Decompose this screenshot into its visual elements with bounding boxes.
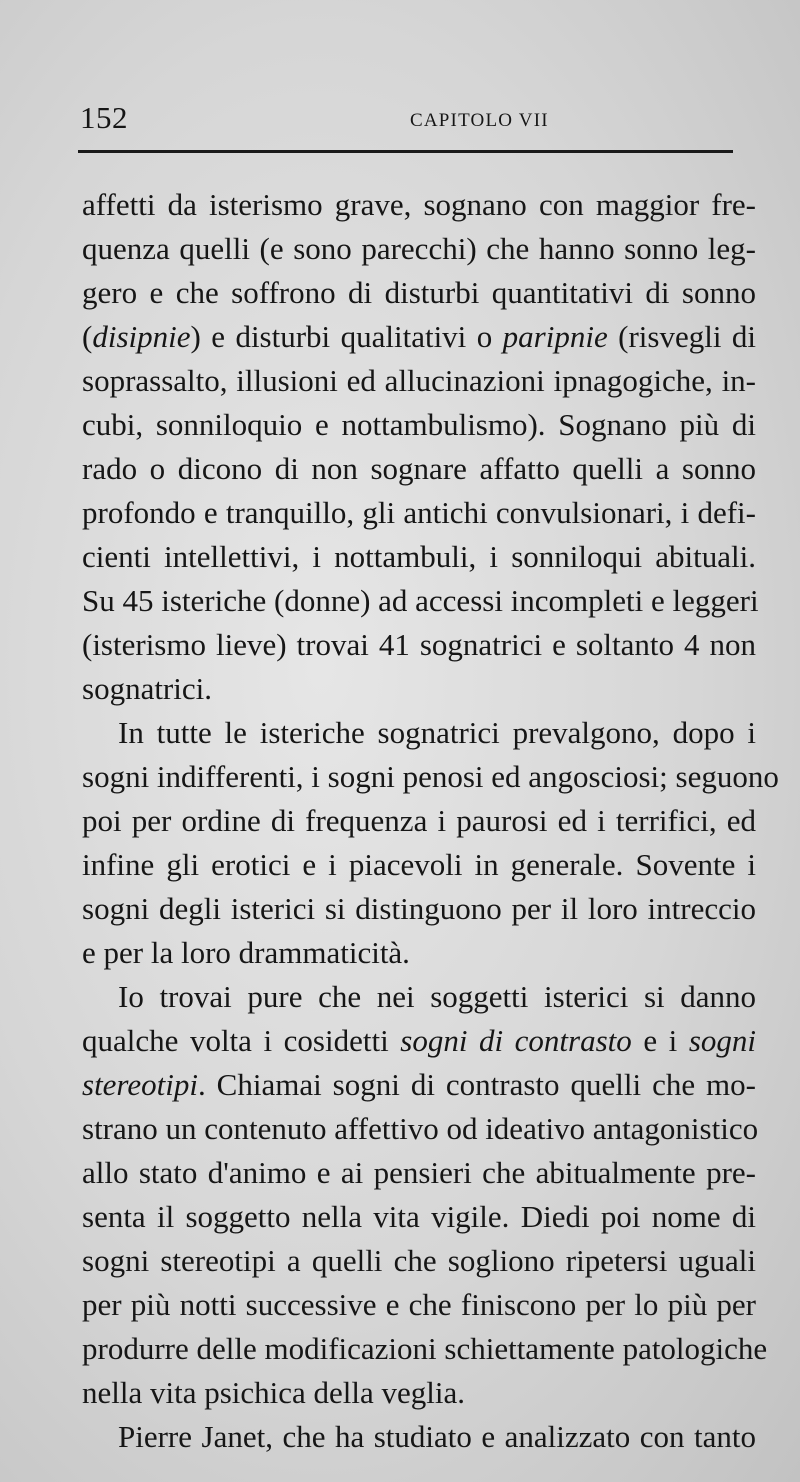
text-segment: per più notti successive e che finiscono per lo più per bbox=[82, 1287, 756, 1322]
text-line bbox=[82, 1151, 756, 1195]
text-line bbox=[82, 755, 779, 799]
italic-text: disipnie bbox=[92, 319, 191, 354]
text-segment: sognatrici. bbox=[82, 671, 212, 706]
text-line bbox=[82, 535, 756, 579]
italic-text: stereotipi bbox=[82, 1067, 198, 1102]
text-line bbox=[82, 183, 756, 227]
text-segment: Pierre Janet, che ha studiato e analizzato con tanto bbox=[118, 1419, 756, 1454]
italic-text: paripnie bbox=[502, 319, 608, 354]
text-line bbox=[82, 359, 756, 403]
text-segment: In tutte le isteriche sognatrici prevalgono, dopo i bbox=[118, 715, 756, 750]
text-line bbox=[82, 491, 756, 535]
text-line bbox=[82, 227, 756, 271]
chapter-title: CAPITOLO VII bbox=[410, 110, 549, 131]
text-segment: qualche volta i cosidetti bbox=[82, 1023, 401, 1058]
text-segment: (risvegli di bbox=[607, 319, 756, 354]
text-segment: rado o dicono di non sognare affatto quelli a sonno bbox=[82, 451, 756, 486]
italic-text: sogni bbox=[688, 1023, 756, 1058]
text-segment: sogni indifferenti, i sogni penosi ed angosciosi; seguono bbox=[82, 759, 779, 794]
text-line bbox=[82, 1019, 756, 1063]
text-segment: soprassalto, illusioni ed allucinazioni ipnagogiche, in- bbox=[82, 363, 756, 398]
text-segment: senta il soggetto nella vita vigile. Diedi poi nome di bbox=[82, 1199, 756, 1234]
text-segment: poi per ordine di frequenza i paurosi ed i terrifici, ed bbox=[82, 803, 756, 838]
text-line bbox=[82, 931, 756, 975]
text-line bbox=[82, 1283, 756, 1327]
text-segment: infine gli erotici e i piacevoli in generale. Sovente i bbox=[82, 847, 756, 882]
running-header bbox=[80, 100, 730, 140]
text-line bbox=[82, 579, 759, 623]
text-line bbox=[82, 1371, 756, 1415]
text-line bbox=[82, 1063, 756, 1107]
italic-text: sogni di contrasto bbox=[400, 1023, 632, 1058]
text-line bbox=[82, 271, 756, 315]
text-line bbox=[82, 403, 756, 447]
header-rule bbox=[78, 150, 733, 153]
page-number: 152 bbox=[80, 100, 128, 135]
text-segment: ( bbox=[82, 319, 93, 354]
text-segment: Su 45 isteriche (donne) ad accessi incompleti e leggeri bbox=[82, 583, 759, 618]
text-segment: ) e disturbi qualitativi o bbox=[190, 319, 503, 354]
text-line bbox=[82, 1195, 756, 1239]
text-segment: affetti da isterismo grave, sognano con maggior fre- bbox=[82, 187, 756, 222]
text-line bbox=[82, 623, 756, 667]
text-segment: sogni stereotipi a quelli che sogliono ripetersi uguali bbox=[82, 1243, 756, 1278]
text-segment: cubi, sonniloquio e nottambulismo). Sognano più di bbox=[82, 407, 756, 442]
text-line bbox=[82, 843, 756, 887]
text-segment: Io trovai pure che nei soggetti isterici si danno bbox=[118, 979, 756, 1014]
text-segment: produrre delle modificazioni schiettamente patologiche bbox=[82, 1331, 768, 1366]
text-line bbox=[82, 667, 756, 711]
text-segment: e i bbox=[631, 1023, 689, 1058]
text-segment: gero e che soffrono di disturbi quantitativi di sonno bbox=[82, 275, 756, 310]
text-line bbox=[82, 1415, 756, 1459]
text-line bbox=[82, 711, 756, 755]
text-segment: profondo e tranquillo, gli antichi convulsionari, i defi- bbox=[82, 495, 756, 530]
text-line bbox=[82, 1107, 759, 1151]
text-segment: nella vita psichica della veglia. bbox=[82, 1375, 466, 1410]
body-text bbox=[82, 183, 779, 1459]
text-line bbox=[82, 1239, 756, 1283]
text-line bbox=[82, 315, 756, 359]
text-segment: (isterismo lieve) trovai 41 sognatrici e soltanto 4 non bbox=[82, 627, 756, 662]
text-line bbox=[82, 447, 756, 491]
text-segment: . Chiamai sogni di contrasto quelli che mo- bbox=[197, 1067, 756, 1102]
text-segment: e per la loro drammaticità. bbox=[82, 935, 410, 970]
text-line bbox=[82, 799, 756, 843]
text-segment: allo stato d'animo e ai pensieri che abitualmente pre- bbox=[82, 1155, 756, 1190]
text-line bbox=[82, 1327, 768, 1371]
text-line bbox=[82, 975, 756, 1019]
text-line bbox=[82, 887, 756, 931]
text-segment: cienti intellettivi, i nottambuli, i sonniloqui abituali. bbox=[82, 539, 756, 574]
text-segment: strano un contenuto affettivo od ideativo antagonistico bbox=[82, 1111, 759, 1146]
text-segment: quenza quelli (e sono parecchi) che hanno sonno leg- bbox=[82, 231, 756, 266]
text-segment: sogni degli isterici si distinguono per il loro intreccio bbox=[82, 891, 756, 926]
